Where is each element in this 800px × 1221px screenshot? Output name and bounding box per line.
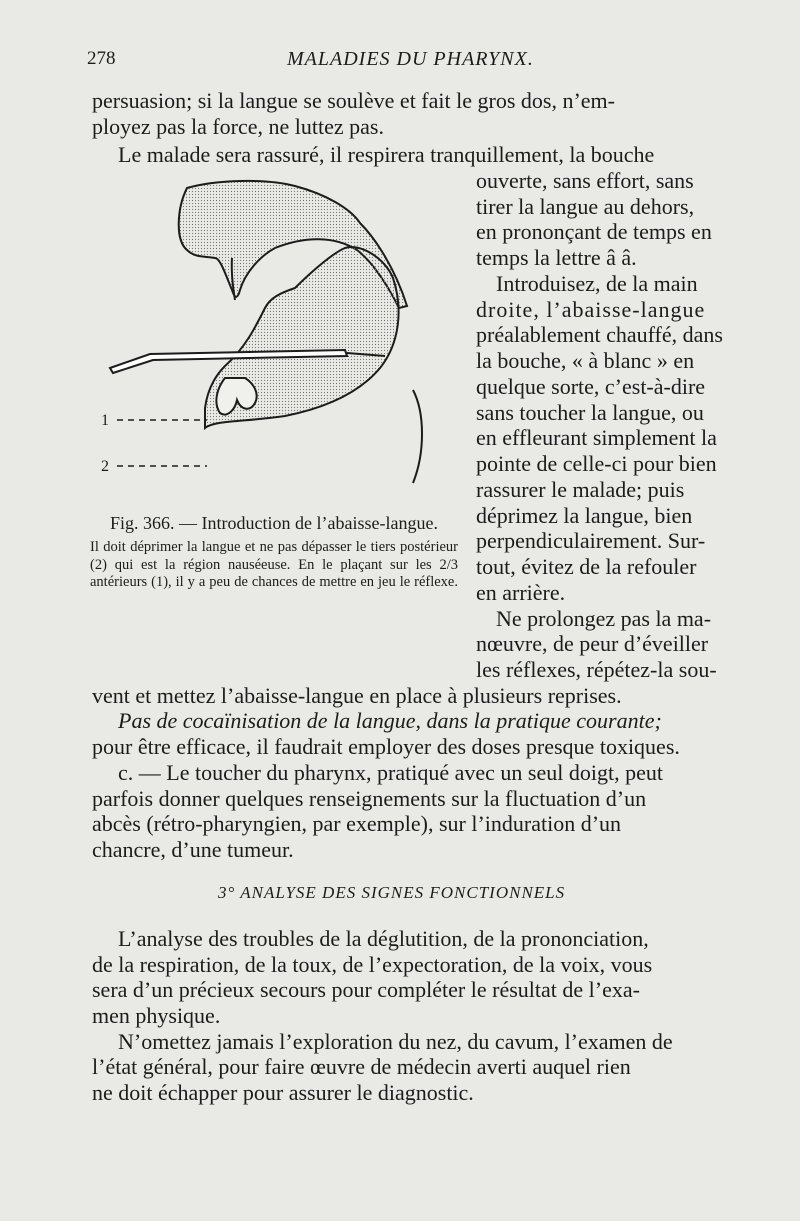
text-line: tirer la langue au dehors, [476,194,695,219]
text-line: pointe de celle-ci pour bien [476,451,717,476]
text-line: temps la lettre â â. [476,245,637,270]
text-line: nœuvre, de peur d’éveiller [476,631,709,656]
caption-text: Il doit déprimer la langue et ne pas dépasser le tiers postérieur (2) qui est la région nauséeuse. En le plaçant sur les 2/3 antérieurs (1), il y a peu de chances de mettre en jeu le réflexe. [90,539,458,590]
text-line: Introduisez, de la main [496,271,698,296]
text-line: Ne prolongez pas la ma- [496,606,712,631]
text-line: Pas de cocaïnisation de la langue, dans la pratique courante; [118,708,662,733]
page-number: 278 [87,48,116,69]
text-line: vent et mettez l’abaisse-langue en place à plusieurs reprises. [92,683,622,708]
text-line: en arrière. [476,580,566,605]
text-line: les réflexes, répétez-la sou- [476,657,717,682]
text-line: abcès (rétro-pharyngien, par exemple), sur l’induration d’un [92,811,622,836]
figure-caption [90,513,458,592]
text-line: la bouche, « à blanc » en [476,348,695,373]
text-line: N’omettez jamais l’exploration du nez, du cavum, l’examen de [118,1029,673,1054]
text-line: men physique. [92,1003,221,1028]
text-line: de la respiration, de la toux, de l’expectoration, de la voix, vous [92,952,653,977]
text-line: perpendiculairement. Sur- [476,528,706,553]
text-line-content: Le malade sera rassuré, il respirera tranquillement, la bouche [118,142,655,167]
tongue-depressor-illustration [95,178,455,503]
text-line: en prononçant de temps en [476,219,712,244]
text-line: préalablement chauffé, dans [476,322,723,347]
text-line: ouverte, sans effort, sans [476,168,694,193]
figure-366 [95,178,455,503]
caption-title: Fig. 366. — Introduction de l’abaisse-langue. [110,513,438,533]
text-line: quelque sorte, c’est-à-dire [476,374,706,399]
text-line: droite, l’abaisse-langue [476,297,706,322]
text-line: chancre, d’une tumeur. [92,837,294,862]
text-line: ployez pas la force, ne luttez pas. [92,114,384,139]
text-line: ne doit échapper pour assurer le diagnostic. [92,1080,474,1105]
text-line: pour être efficace, il faudrait employer des doses presque toxiques. [92,734,680,759]
page-header [87,48,752,76]
text-line: déprimez la langue, bien [476,503,693,528]
running-title: MALADIES DU PHARYNX. [287,48,534,70]
figure-label-2: 2 [101,458,109,475]
section-heading: 3° ANALYSE DES SIGNES FONCTIONNELS [218,883,566,902]
figure-label-1: 1 [101,412,109,429]
text-line: persuasion; si la langue se soulève et fait le gros dos, n’em- [92,88,615,113]
text-line: L’analyse des troubles de la déglutition, de la prononciation, [118,926,649,951]
text-line: parfois donner quelques renseignements sur la fluctuation d’un [92,786,647,811]
text-line: c. — Le toucher du pharynx, pratiqué avec un seul doigt, peut [118,760,663,785]
text-line: sera d’un précieux secours pour compléter le résultat de l’exa- [92,977,640,1002]
text-line: tout, évitez de la refouler [476,554,697,579]
text-line: sans toucher la langue, ou [476,400,704,425]
text-line: rassurer le malade; puis [476,477,685,502]
text-line: l’état général, pour faire œuvre de médecin averti auquel rien [92,1054,631,1079]
text-line: en effleurant simplement la [476,425,717,450]
text-line [118,142,754,168]
